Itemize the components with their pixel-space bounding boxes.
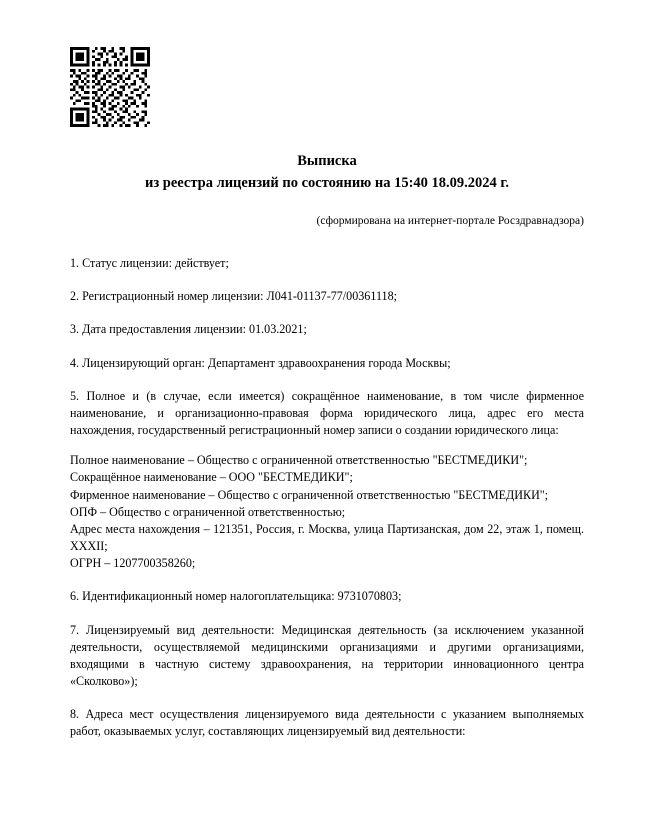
- licensing-authority-text: 4. Лицензирующий орган: Департамент здравоохранения города Москвы;: [70, 355, 451, 370]
- page-title: Выписка: [297, 153, 357, 169]
- entity-short-name: Сокращённое наименование – ООО "БЕСТМЕДИКИ";: [70, 470, 353, 485]
- activity-type-item: [70, 622, 584, 691]
- grant-date-text: 3. Дата предоставления лицензии: 01.03.2021;: [70, 322, 307, 337]
- entity-full-name: Полное наименование – Общество с ограниченной ответственностью "БЕСТМЕДИКИ";: [70, 453, 528, 468]
- document-body: [70, 255, 584, 741]
- formation-note: (сформирована на интернет-портале Росздравнадзора): [316, 214, 584, 227]
- activity-addresses-item: [70, 706, 584, 740]
- entity-legal-form: ОПФ – Общество с ограниченной ответственностью;: [70, 504, 346, 519]
- entity-details-block: [70, 452, 584, 572]
- entity-address: Адрес места нахождения – 121351, Россия, г. Москва, улица Партизанская, дом 22, этаж 1, помещ. XXXII;: [70, 521, 584, 554]
- page-subtitle: из реестра лицензий по состоянию на 15:40 18.09.2024 г.: [144, 175, 510, 192]
- inn-item: [70, 588, 584, 605]
- license-status-item: [70, 255, 584, 272]
- inn-text: 6. Идентификационный номер налогоплательщика: 9731070803;: [70, 589, 402, 604]
- activity-addresses-text: 8. Адреса мест осуществления лицензируемого вида деятельности с указанием выполняемых работ, оказываемых услуг, составляющих лицензируемый вид деятельности:: [70, 707, 584, 739]
- entity-names-heading-item: [70, 388, 584, 440]
- grant-date-item: [70, 321, 584, 338]
- licensing-authority-item: [70, 355, 584, 372]
- registration-number-item: [70, 288, 584, 305]
- license-status-text: 1. Статус лицензии: действует;: [70, 256, 229, 271]
- entity-brand-name: Фирменное наименование – Общество с ограниченной ответственностью "БЕСТМЕДИКИ";: [70, 487, 549, 502]
- registration-number-text: 2. Регистрационный номер лицензии: Л041-01137-77/00361118;: [70, 289, 398, 304]
- entity-ogrn: ОГРН – 1207700358260;: [70, 556, 196, 571]
- qr-code-icon: [70, 47, 150, 127]
- entity-names-heading-text: 5. Полное и (в случае, если имеется) сокращённое наименование, в том числе фирменное наименование, и организационно-правовая форма юридического лица, адрес его места нахождения, государственный регистрационный номер записи о создании юридического лица:: [70, 388, 584, 438]
- activity-type-text: 7. Лицензируемый вид деятельности: Медицинская деятельность (за исключением указанной деятельности, осуществляемой медицинскими организациями и другими организациями, входящими в частную систему здравоохранения, на территории инновационного центра «Сколково»);: [70, 622, 584, 689]
